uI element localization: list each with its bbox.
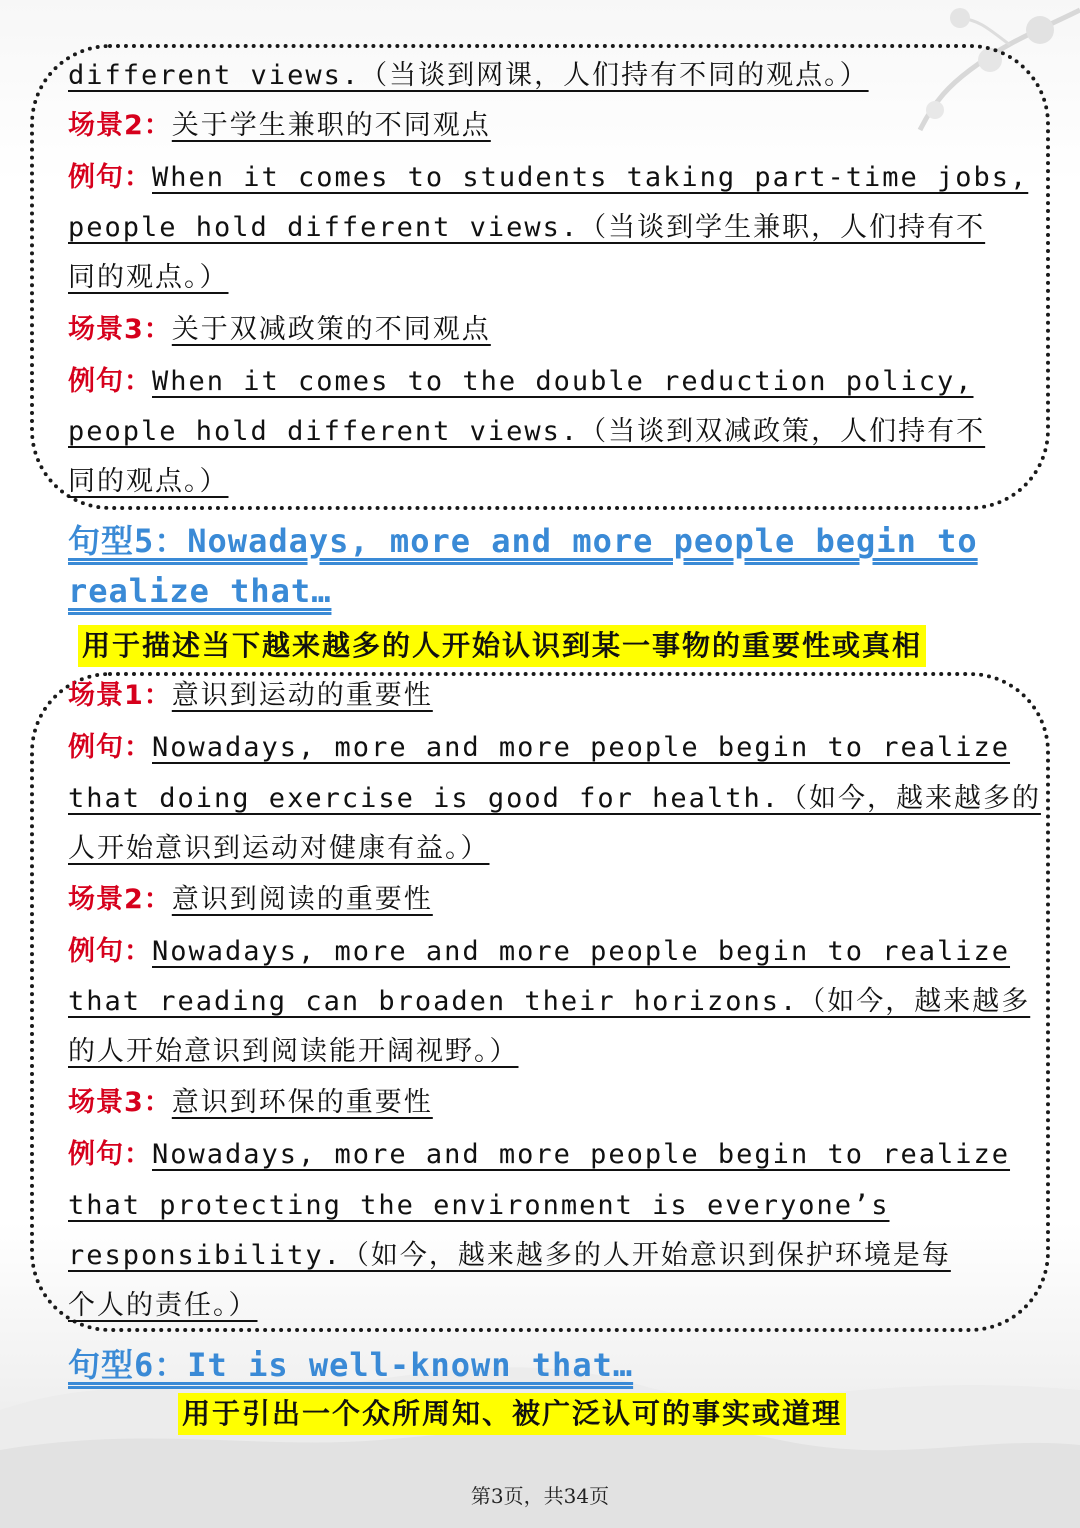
pattern5-usage-highlight: 用于描述当下越来越多的人开始认识到某一事物的重要性或真相 [78,625,926,667]
scenario-label: 场景3： [68,1087,172,1118]
example-3-line3: responsibility.（如今，越来越多的人开始意识到保护环境是每 [68,1240,951,1271]
pattern5-title-line2: realize that… [68,572,332,610]
pattern6-usage-highlight: 用于引出一个众所周知、被广泛认可的事实或道理 [178,1393,846,1435]
example-1-line2: that doing exercise is good for health.（如今，越来越多的 [68,783,1041,814]
example-2-line3: 同的观点。） [68,262,229,293]
page-number: 第3页，共34页 [470,1484,610,1508]
example-label: 例句： [68,732,152,763]
example-2-row: 例句：Nowadays, more and more people begin to realize [68,936,1011,967]
scenario-text: 意识到运动的重要性 [171,680,433,711]
scenario-label: 场景2： [68,884,172,915]
example-3-line4: 个人的责任。） [68,1290,258,1321]
scenario-label: 场景1： [68,680,172,711]
example-label: 例句： [68,162,152,193]
scenario-label: 场景3： [68,314,172,345]
example-1-row: 例句：Nowadays, more and more people begin to realize [68,732,1011,763]
example-2-row: 例句：When it comes to students taking part-time jobs, [68,162,1029,193]
scenario-2-row [68,882,433,918]
scenario-text: 意识到环保的重要性 [171,1087,433,1118]
example-1-line3: 人开始意识到运动对健康有益。） [68,833,490,864]
pattern5-title-line1: 句型5：Nowadays, more and more people begin to [68,522,978,560]
scenario-1-row [68,678,433,714]
example-2-line2: that reading can broaden their horizons.（如今，越来越多 [68,986,1031,1017]
example-3-line3: 同的观点。） [68,466,229,497]
example-2-line3: 的人开始意识到阅读能开阔视野。） [68,1036,519,1067]
example-3-row: 例句：Nowadays, more and more people begin to realize [68,1139,1011,1170]
scenario-text: 关于学生兼职的不同观点 [171,110,491,141]
example-3-row: 例句：When it comes to the double reduction policy, [68,366,974,397]
scenario-3-row [68,312,491,348]
example-continuation: different views.（当谈到网课，人们持有不同的观点。） [68,60,869,91]
scenario-3-row [68,1085,433,1121]
scenario-text: 意识到阅读的重要性 [171,884,433,915]
scenario-label: 场景2： [68,110,172,141]
example-label: 例句： [68,366,152,397]
example-label: 例句： [68,936,152,967]
pattern6-title: 句型6：It is well-known that… [68,1346,634,1384]
example-label: 例句： [68,1139,152,1170]
example-2-line2: people hold different views.（当谈到学生兼职，人们持有不 [68,212,986,243]
example-3-line2: that protecting the environment is everyone’s [68,1190,890,1221]
example-3-line2: people hold different views.（当谈到双减政策，人们持有不 [68,416,986,447]
scenario-text: 关于双减政策的不同观点 [171,314,491,345]
scenario-2-row [68,108,491,144]
